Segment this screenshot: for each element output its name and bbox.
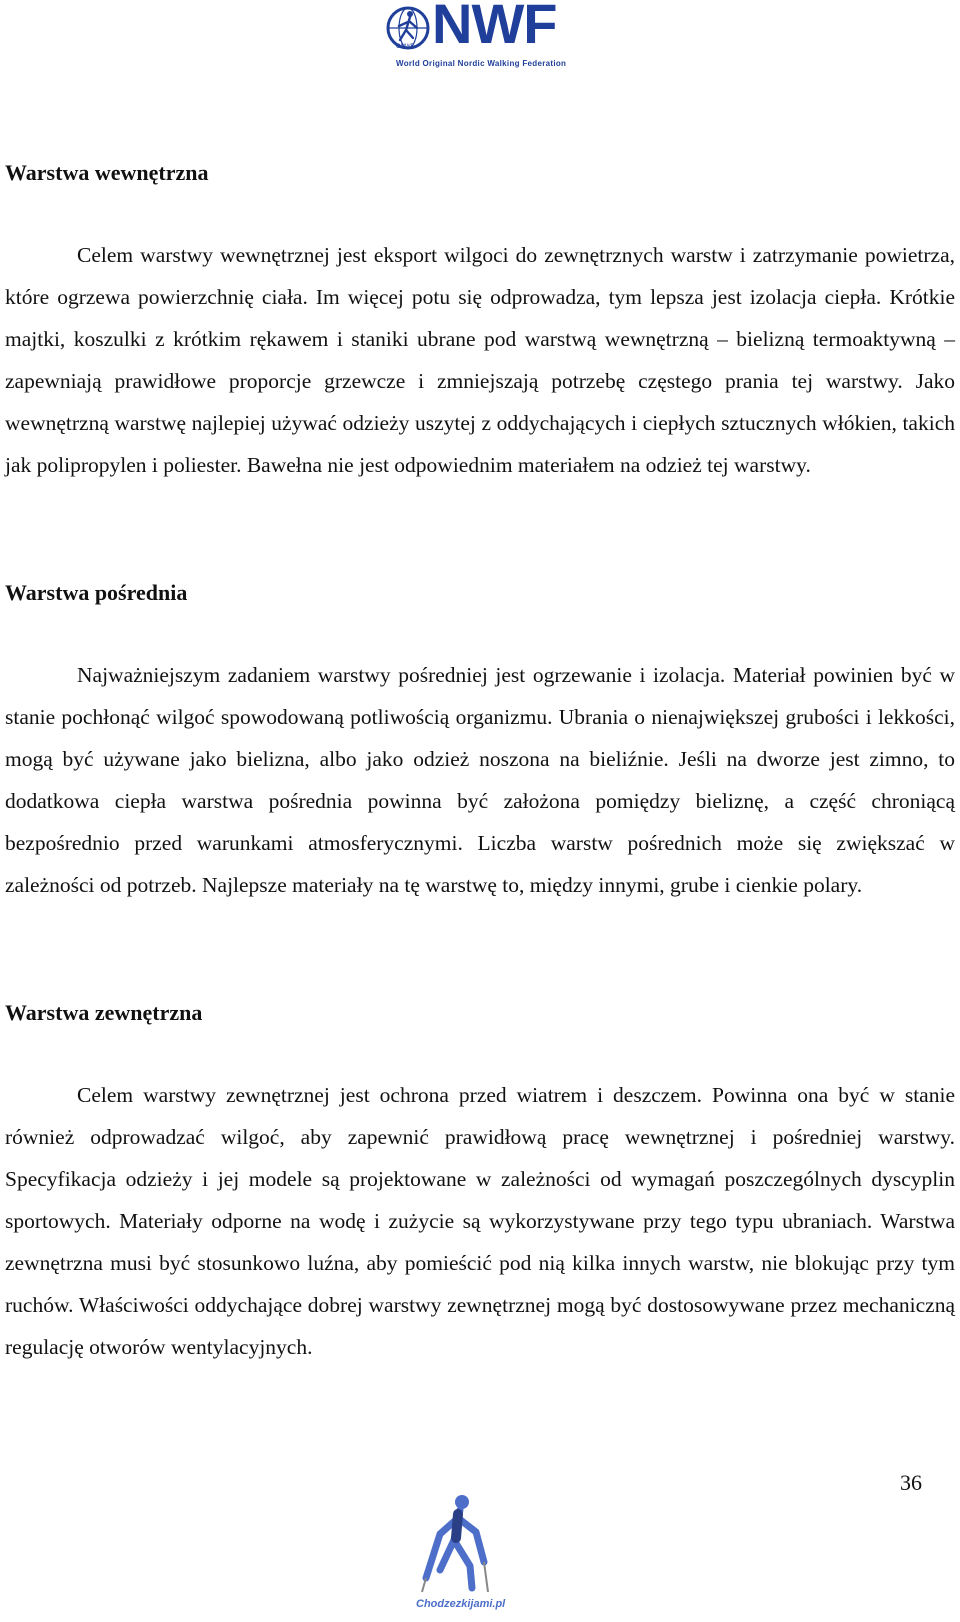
nwf-logo — [386, 0, 576, 68]
footer-logo-text: Chodzezkijami.pl — [416, 1598, 506, 1610]
footer-logo — [414, 1492, 514, 1618]
logo-text: NWF — [432, 0, 557, 55]
page-number: 36 — [900, 1470, 922, 1495]
section-paragraph-middle-layer: Najważniejszym zadaniem warstwy pośredniej jest ogrzewanie i izolacja. Materiał powinien być w stanie pochłonąć wilgoć spowodowaną potliwością organizmu. Ubrania o nienajwiększej grubości i lekkości, mogą być używane jako bielizna, albo jako odzież noszona na bieliźnie. Jeśli na dworze jest zimno, to dodatkowa ciepła warstwa pośrednia powinna być założona pomiędzy bieliznę, a część chroniącą bezpośrednio przed warunkami atmosferycznymi. Liczba warstw pośrednich może się zwiększać w zależności od potrzeb. Najlepsze materiały na tę warstwę to, między innymi, grube i cienkie polary. — [5, 663, 955, 897]
logo-badge: ONWF — [396, 44, 415, 50]
walker-globe-icon — [386, 4, 434, 56]
section-paragraph-inner-layer: Celem warstwy wewnętrznej jest eksport wilgoci do zewnętrznych warstw i zatrzymanie powietrza, które ogrzewa powierzchnię ciała. Im więcej potu się odprowadza, tym lepsza jest izolacja ciepła. Krótkie majtki, koszulki z krótkim rękawem i staniki ubrane pod warstwą wewnętrzną – bielizną termoaktywną – zapewniają prawidłowe proporcje grzewcze i zmniejszają potrzebę częstego prania tej warstwy. Jako wewnętrzną warstwę najlepiej używać odzieży uszytej z oddychających i ciepłych sztucznych włókien, takich jak polipropylen i poliester. Bawełna nie jest odpowiednim materiałem na odzież tej warstwy. — [5, 243, 955, 477]
section-paragraph-outer-layer: Celem warstwy zewnętrznej jest ochrona przed wiatrem i deszczem. Powinna ona być w stanie również odprowadzać wilgoć, aby zapewnić prawidłową pracę wewnętrznej i pośredniej warstwy. Specyfikacja odzieży i jej modele są projektowane w zależności od wymagań poszczególnych dyscyplin sportowych. Materiały odporne na wodę i zużycie są wykorzystywane przy tego typu ubraniach. Warstwa zewnętrzna musi być stosunkowo luźna, aby pomieścić pod nią kilka innych warstw, nie blokując przy tym ruchów. Właściwości oddychające dobrej warstwy zewnętrznej mogą być dostosowywane przez mechaniczną regulację otworów wentylacyjnych. — [5, 1083, 955, 1359]
section-heading-middle-layer: Warstwa pośrednia — [5, 580, 188, 605]
nordic-walker-icon — [414, 1492, 514, 1596]
section-heading-outer-layer: Warstwa zewnętrzna — [5, 1000, 203, 1025]
section-heading-inner-layer: Warstwa wewnętrzna — [5, 160, 209, 185]
logo-subtitle: World Original Nordic Walking Federation — [396, 59, 567, 68]
